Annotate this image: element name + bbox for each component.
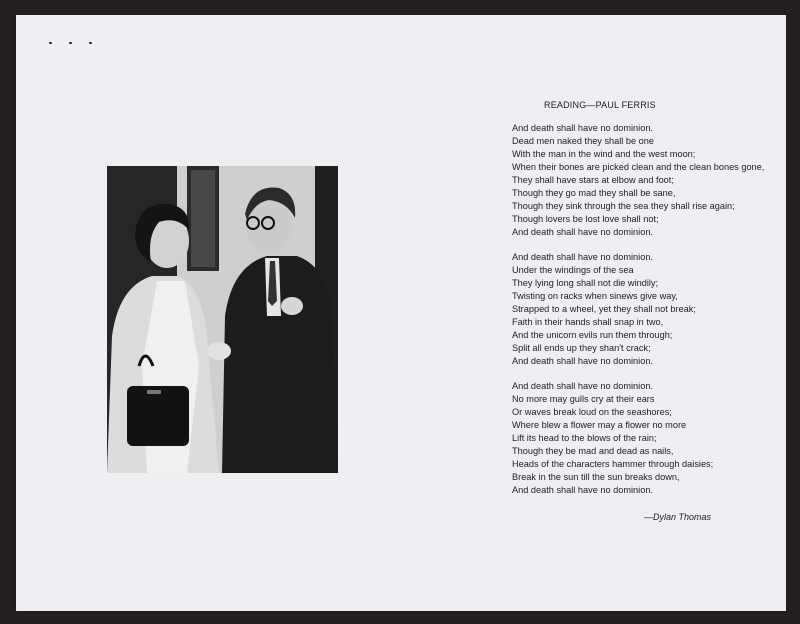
poem-body [512,122,772,510]
poem-line: Under the windings of the sea [512,265,634,276]
poem-line: Where blew a flower may a flower no more [512,420,687,431]
poem-line: No more may gulls cry at their ears [512,394,655,405]
poem-line: Strapped to a wheel, yet they shall not break; [512,304,696,315]
poem-line: Though they go mad they shall be sane, [512,188,676,198]
poem-line: With the man in the wind and the west moon; [512,149,696,159]
stanza-3 [512,380,772,497]
poem-line: Heads of the characters hammer through daisies; [512,459,714,470]
poem-line: Dead men naked they shall be one [512,136,654,146]
poem-line: And death shall have no dominion. [512,356,653,367]
speck [69,42,72,44]
poem-line: And the unicorn evils run them through; [512,330,673,341]
stanza-1 [512,122,772,239]
poem-line: They shall have stars at elbow and foot; [512,175,674,185]
photograph [107,166,338,473]
poem-line: Break in the sun till the sun breaks down, [512,472,680,483]
poem-line: Lift its head to the blows of the rain; [512,433,657,444]
poem-line: And death shall have no dominion. [512,123,653,133]
poem-line: Split all ends up they shan't crack; [512,343,651,354]
poem-line: And death shall have no dominion. [512,227,653,237]
stanza-2 [512,251,772,368]
speck [49,42,52,44]
poem-line: When their bones are picked clean and the clean bones gone, [512,162,765,172]
poem-line: And death shall have no dominion. [512,485,653,496]
speck [89,42,92,44]
poem-line: And death shall have no dominion. [512,381,653,392]
poem-line: They lying long shall not die windily; [512,278,659,289]
poem-line: Though they sink through the sea they shall rise again; [512,201,735,211]
poem-author: —Dylan Thomas [644,512,712,522]
poem-line: Though they be mad and dead as nails, [512,446,674,457]
poem-line: Or waves break loud on the seashores; [512,407,672,418]
poem-title: READING—PAUL FERRIS [544,100,656,110]
poem-line: Twisting on racks when sinews give way, [512,291,678,302]
poem-line: Though lovers be lost love shall not; [512,214,659,224]
poem-line: And death shall have no dominion. [512,252,653,263]
photo-icon [107,166,338,473]
paper-sheet [16,15,786,611]
paper-specks [49,40,109,46]
poem-line: Faith in their hands shall snap in two, [512,317,664,328]
